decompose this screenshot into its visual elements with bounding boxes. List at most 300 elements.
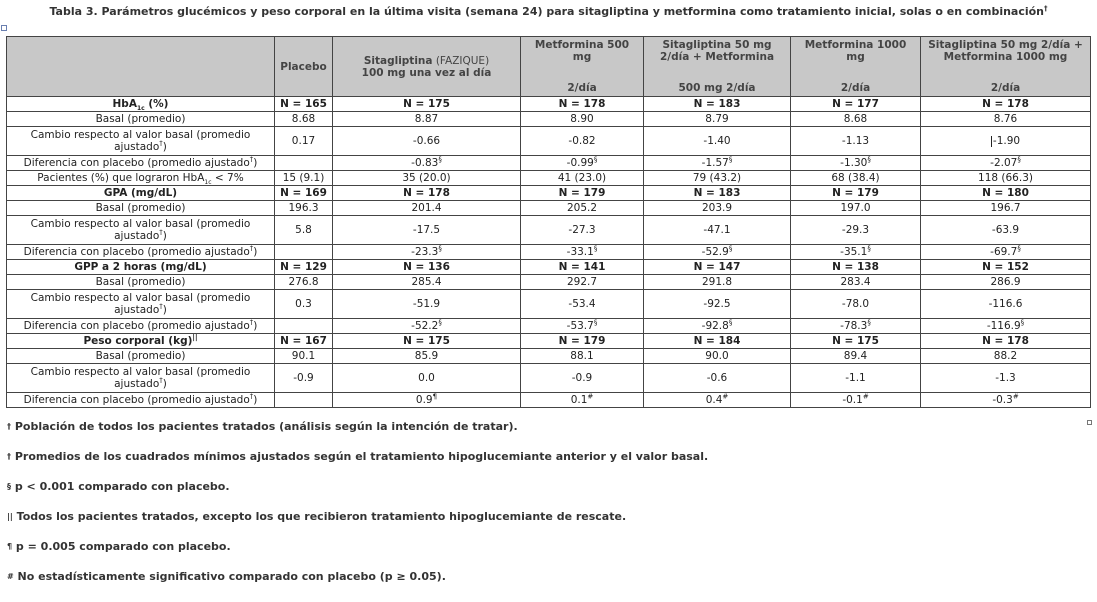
header-sita50-met500: Sitagliptina 50 mg 2/día + Metformina 500 mg 2/día	[644, 37, 791, 97]
cell-value: 285.4	[411, 276, 442, 288]
data-cell	[791, 319, 921, 334]
section-label-text: HbA	[112, 98, 137, 110]
footnote-symbol: ¶	[7, 542, 13, 551]
footnote-text: Todos los pacientes tratados, excepto los que recibieron tratamiento hipoglucemiante de rescate.	[12, 510, 627, 523]
significance-mark: §	[867, 244, 871, 253]
data-cell	[521, 275, 644, 290]
row-label	[7, 216, 275, 245]
n-count: N = 138	[832, 261, 879, 273]
footnote	[7, 570, 708, 600]
n-count: N = 183	[693, 187, 741, 199]
row-label	[7, 112, 275, 127]
row-label-tail: )	[162, 141, 167, 153]
section-header-row	[7, 334, 1091, 349]
row-label-tail: )	[253, 394, 258, 406]
table-body	[7, 97, 1091, 408]
data-cell	[333, 245, 521, 260]
n-count-cell	[791, 334, 921, 349]
row-label	[7, 201, 275, 216]
table-anchor-icon[interactable]	[1, 25, 7, 31]
data-cell	[333, 319, 521, 334]
table-row	[7, 201, 1091, 216]
cell-value: 0.3	[295, 298, 312, 310]
data-cell	[275, 349, 333, 364]
cell-value: -92.5	[703, 298, 731, 310]
data-cell	[333, 290, 521, 319]
data-cell	[644, 245, 791, 260]
table-row	[7, 393, 1091, 408]
cell-value: 88.2	[993, 350, 1018, 362]
data-cell	[791, 201, 921, 216]
section-header-row	[7, 97, 1091, 112]
n-count: N = 178	[982, 98, 1029, 110]
n-count: N = 180	[982, 187, 1029, 199]
cell-value: 0.1	[570, 394, 588, 406]
section-header-row	[7, 260, 1091, 275]
n-count: N = 178	[558, 98, 606, 110]
data-cell	[275, 364, 333, 393]
row-label-text: Pacientes (%) que lograron HbA	[37, 172, 205, 184]
footnotes	[7, 420, 708, 600]
cell-value: 41 (23.0)	[557, 172, 607, 184]
cell-value: -1.3	[995, 372, 1016, 384]
cell-value: -0.99	[566, 157, 594, 169]
header-metformina-1000: Metformina 1000 mg 2/día	[791, 37, 921, 97]
data-cell	[644, 112, 791, 127]
row-label-sup: †	[249, 155, 254, 164]
data-cell	[521, 245, 644, 260]
cell-value: -0.9	[293, 372, 314, 384]
row-label-text: Basal (promedio)	[95, 202, 186, 214]
significance-mark: #	[722, 392, 729, 401]
cell-value: 8.68	[843, 113, 868, 125]
n-count-cell	[521, 97, 644, 112]
cell-value: 0.9	[415, 394, 433, 406]
row-label	[7, 245, 275, 260]
data-cell	[921, 364, 1091, 393]
footnote-text: No estadísticamente significativo comparado con placebo (p ≥ 0.05).	[13, 570, 446, 583]
data-cell	[791, 364, 921, 393]
n-count: N = 175	[832, 335, 879, 347]
header-sita50-met1000: Sitagliptina 50 mg 2/día + Metformina 1000 mg 2/día	[921, 37, 1091, 97]
data-cell	[791, 349, 921, 364]
significance-mark: §	[867, 155, 871, 164]
data-cell	[644, 275, 791, 290]
data-cell	[644, 201, 791, 216]
table-row	[7, 127, 1091, 156]
data-cell	[521, 216, 644, 245]
data-cell	[521, 156, 644, 171]
row-label-sup: †	[249, 392, 254, 401]
n-count-cell	[791, 186, 921, 201]
significance-mark: §	[728, 244, 733, 253]
cell-value: 292.7	[566, 276, 598, 288]
section-label	[7, 260, 275, 275]
data-cell	[791, 290, 921, 319]
data-cell	[791, 393, 921, 408]
row-label-sup: †	[159, 228, 163, 237]
cell-value: -1.40	[703, 135, 731, 147]
n-count-cell	[791, 97, 921, 112]
section-label-sub: 1c	[136, 105, 145, 112]
significance-mark: §	[438, 318, 442, 327]
n-count: N = 178	[403, 187, 450, 199]
n-count-cell	[275, 97, 333, 112]
data-cell	[275, 201, 333, 216]
cell-value: 118 (66.3)	[978, 172, 1033, 184]
cell-value: 8.87	[414, 113, 439, 125]
row-label-sup: †	[159, 139, 163, 148]
cell-value: 35 (20.0)	[402, 172, 451, 184]
n-count-cell	[521, 260, 644, 275]
n-count-cell	[521, 334, 644, 349]
data-cell	[644, 349, 791, 364]
cell-value: 68 (38.4)	[831, 172, 880, 184]
data-cell	[921, 171, 1091, 186]
cell-value: 8.90	[570, 113, 594, 125]
resize-handle-icon[interactable]	[1087, 420, 1092, 425]
data-cell	[921, 319, 1091, 334]
significance-mark: §	[728, 318, 733, 327]
row-label-tail: )	[253, 320, 258, 332]
data-cell	[921, 245, 1091, 260]
data-cell	[921, 112, 1091, 127]
data-cell	[644, 319, 791, 334]
data-cell	[644, 171, 791, 186]
data-cell	[791, 171, 921, 186]
n-count: N = 129	[280, 261, 327, 273]
n-count: N = 179	[558, 335, 606, 347]
cell-value: 201.4	[411, 202, 442, 214]
footnote	[7, 480, 708, 510]
n-count: N = 178	[982, 335, 1029, 347]
row-label-tail: )	[253, 157, 258, 169]
cell-value: -29.3	[841, 224, 870, 236]
footnote-symbol: †	[7, 422, 11, 431]
row-label-sub: 1c	[204, 179, 212, 186]
cell-value: 0.17	[291, 135, 316, 147]
n-count-cell	[644, 186, 791, 201]
cell-value: -0.82	[568, 135, 596, 147]
cell-value: -116.9	[986, 320, 1021, 332]
data-cell	[521, 364, 644, 393]
n-count-cell	[791, 260, 921, 275]
row-label-text: Basal (promedio)	[95, 113, 186, 125]
data-cell	[644, 156, 791, 171]
data-cell	[275, 216, 333, 245]
cell-value: -1.13	[841, 135, 870, 147]
row-label-text: Diferencia con placebo (promedio ajustado	[23, 246, 250, 258]
section-label-text: GPA (mg/dL)	[103, 187, 178, 199]
cell-value: -53.7	[566, 320, 594, 332]
cell-value: -1.57	[701, 157, 729, 169]
n-count: N = 175	[403, 98, 450, 110]
cell-value: -63.9	[991, 224, 1020, 236]
data-cell	[521, 171, 644, 186]
data-cell	[275, 127, 333, 156]
cell-value: -52.2	[411, 320, 439, 332]
footnote-symbol: ||	[7, 512, 13, 521]
section-label-text: Peso corporal (kg)	[83, 335, 193, 347]
significance-mark: §	[1017, 155, 1021, 164]
cell-value: 85.9	[414, 350, 439, 362]
row-label-text: Basal (promedio)	[95, 276, 186, 288]
cell-value: -0.9	[571, 372, 593, 384]
footnote-text: p < 0.001 comparado con placebo.	[11, 480, 230, 493]
n-count-cell	[644, 334, 791, 349]
n-count: N = 177	[832, 98, 879, 110]
footnote-symbol: #	[7, 572, 14, 581]
significance-mark: §	[593, 155, 598, 164]
row-label-sup: †	[249, 318, 254, 327]
data-cell	[275, 319, 333, 334]
data-cell	[275, 156, 333, 171]
cell-value: 89.4	[843, 350, 868, 362]
cell-value: 8.79	[705, 113, 729, 125]
row-label	[7, 156, 275, 171]
data-cell	[275, 245, 333, 260]
data-cell	[791, 275, 921, 290]
data-cell	[275, 393, 333, 408]
footnote-text: Población de todos los pacientes tratados (análisis según la intención de tratar).	[11, 420, 518, 433]
row-label	[7, 393, 275, 408]
row-label-tail: )	[162, 304, 167, 316]
section-label	[7, 334, 275, 349]
significance-mark: §	[728, 155, 733, 164]
row-label	[7, 275, 275, 290]
cell-value: -1.30	[840, 157, 868, 169]
data-cell	[521, 112, 644, 127]
table-row	[7, 245, 1091, 260]
table-row	[7, 364, 1091, 393]
n-count-cell	[921, 186, 1091, 201]
data-cell	[791, 127, 921, 156]
n-count-cell	[275, 186, 333, 201]
footnote	[7, 420, 708, 450]
data-cell	[791, 156, 921, 171]
data-cell	[333, 201, 521, 216]
cell-value: 8.68	[291, 113, 316, 125]
data-cell	[333, 171, 521, 186]
glycemic-parameters-table	[6, 36, 1091, 408]
table-title: Tabla 3. Parámetros glucémicos y peso corporal en la última visita (semana 24) para sitagliptina y metformina como tratamiento inicial, solas o en combinación†	[49, 4, 1048, 18]
row-label-text: Cambio respecto al valor basal (promedio ajustado	[30, 218, 251, 242]
data-cell	[791, 112, 921, 127]
significance-mark: §	[1017, 244, 1021, 253]
data-cell	[921, 290, 1091, 319]
data-cell	[644, 290, 791, 319]
cell-value: -35.1	[840, 246, 868, 258]
cell-value: -27.3	[568, 224, 596, 236]
footnote	[7, 450, 708, 480]
data-cell	[921, 275, 1091, 290]
row-label-text: Cambio respecto al valor basal (promedio ajustado	[30, 366, 251, 390]
data-cell	[921, 349, 1091, 364]
cell-value: 197.0	[840, 202, 871, 214]
significance-mark: §	[438, 155, 442, 164]
significance-mark: #	[587, 392, 594, 401]
cell-value: 0.0	[418, 372, 435, 384]
data-cell	[521, 127, 644, 156]
cell-value: 90.0	[705, 350, 729, 362]
cell-value: -52.9	[701, 246, 729, 258]
significance-mark: ¶	[432, 392, 438, 401]
significance-mark: §	[1020, 318, 1025, 327]
table-row	[7, 156, 1091, 171]
data-cell	[275, 275, 333, 290]
table-row	[7, 349, 1091, 364]
row-label	[7, 127, 275, 156]
row-label-sup: †	[159, 376, 163, 385]
row-label-text: Diferencia con placebo (promedio ajustado	[23, 157, 250, 169]
n-count-cell	[275, 260, 333, 275]
row-label-tail: )	[162, 378, 167, 390]
section-label-text: GPP a 2 horas (mg/dL)	[74, 261, 207, 273]
row-label-tail: )	[162, 230, 167, 242]
row-label	[7, 319, 275, 334]
cell-value: 205.2	[566, 202, 598, 214]
data-cell	[791, 216, 921, 245]
header-parameter	[7, 37, 275, 97]
cell-value: -47.1	[703, 224, 731, 236]
n-count: N = 165	[280, 98, 327, 110]
table-row	[7, 319, 1091, 334]
data-cell	[921, 393, 1091, 408]
footnote-text: Promedios de los cuadrados mínimos ajustados según el tratamiento hipoglucemiante anterior y el valor basal.	[11, 450, 709, 463]
footnote	[7, 540, 708, 570]
significance-mark: §	[593, 318, 598, 327]
n-count-cell	[921, 334, 1091, 349]
data-cell	[521, 290, 644, 319]
data-cell	[333, 112, 521, 127]
row-label	[7, 349, 275, 364]
cell-value: -0.66	[412, 135, 441, 147]
cell-value: -17.5	[412, 224, 441, 236]
section-label-sup: ||	[192, 333, 198, 342]
cell-value: -23.3	[411, 246, 439, 258]
data-cell	[333, 216, 521, 245]
significance-mark: #	[1012, 392, 1019, 401]
data-cell	[644, 364, 791, 393]
footnote	[7, 510, 708, 540]
data-cell	[521, 319, 644, 334]
cell-value: -78.3	[840, 320, 868, 332]
data-cell	[644, 393, 791, 408]
significance-mark: §	[438, 244, 442, 253]
cell-value: -0.1	[842, 394, 863, 406]
header-placebo: Placebo	[275, 37, 333, 97]
footnote-text: p = 0.005 comparado con placebo.	[12, 540, 231, 553]
cell-value: -51.9	[412, 298, 441, 310]
cell-value: -1.90	[992, 135, 1021, 147]
data-cell[interactable]	[921, 127, 1091, 156]
footnote-symbol: †	[7, 452, 11, 461]
cell-value: -0.6	[706, 372, 728, 384]
n-count-cell	[333, 334, 521, 349]
data-cell	[644, 216, 791, 245]
data-cell	[333, 275, 521, 290]
n-count: N = 183	[693, 98, 741, 110]
row-label-text: Basal (promedio)	[95, 350, 186, 362]
cell-value: 196.3	[288, 202, 319, 214]
n-count: N = 147	[693, 261, 741, 273]
cell-value: 79 (43.2)	[692, 172, 742, 184]
cell-value: 8.76	[993, 113, 1018, 125]
row-label-text: Cambio respecto al valor basal (promedio ajustado	[30, 292, 251, 316]
row-label-sup: †	[159, 302, 163, 311]
row-label-text: Diferencia con placebo (promedio ajustado	[23, 320, 250, 332]
table-row	[7, 171, 1091, 186]
cell-value: 203.9	[701, 202, 733, 214]
cell-value: 283.4	[840, 276, 871, 288]
data-cell	[333, 349, 521, 364]
table-header-row	[7, 37, 1091, 97]
cell-value: -92.8	[701, 320, 729, 332]
section-header-row	[7, 186, 1091, 201]
n-count: N = 169	[280, 187, 327, 199]
row-label	[7, 364, 275, 393]
text-cursor	[991, 136, 992, 147]
n-count: N = 141	[558, 261, 606, 273]
n-count-cell	[333, 260, 521, 275]
cell-value: -1.1	[845, 372, 866, 384]
data-cell	[333, 127, 521, 156]
cell-value: 90.1	[291, 350, 316, 362]
n-count-cell	[333, 186, 521, 201]
data-cell	[333, 393, 521, 408]
data-cell	[921, 156, 1091, 171]
row-label-tail: )	[253, 246, 258, 258]
cell-value: 5.8	[295, 224, 312, 236]
header-metformina-500: Metformina 500 mg 2/día	[521, 37, 644, 97]
n-count-cell	[333, 97, 521, 112]
footnote-symbol: §	[7, 482, 11, 491]
row-label-tail: < 7%	[211, 172, 244, 184]
cell-value: 276.8	[288, 276, 319, 288]
row-label-sup: †	[249, 244, 254, 253]
n-count: N = 152	[982, 261, 1029, 273]
section-label	[7, 186, 275, 201]
n-count: N = 175	[403, 335, 450, 347]
cell-value: 0.4	[705, 394, 723, 406]
significance-mark: §	[867, 318, 871, 327]
cell-value: -2.07	[990, 157, 1018, 169]
cell-value: 88.1	[570, 350, 594, 362]
cell-value: -0.83	[411, 157, 439, 169]
cell-value: -33.1	[566, 246, 594, 258]
n-count-cell	[521, 186, 644, 201]
n-count: N = 179	[832, 187, 879, 199]
cell-value: -69.7	[990, 246, 1018, 258]
cell-value: -53.4	[568, 298, 596, 310]
n-count: N = 167	[280, 335, 327, 347]
cell-value: -78.0	[841, 298, 870, 310]
cell-value: 286.9	[990, 276, 1021, 288]
cell-value: 15 (9.1)	[282, 172, 325, 184]
data-cell	[521, 393, 644, 408]
data-cell	[921, 201, 1091, 216]
data-cell	[275, 171, 333, 186]
data-cell	[521, 201, 644, 216]
header-sitagliptina-100: Sitagliptina (FAZIQUE) 100 mg una vez al día	[333, 37, 521, 97]
table-row	[7, 290, 1091, 319]
table-row	[7, 216, 1091, 245]
data-cell	[333, 156, 521, 171]
section-label-tail: (%)	[144, 98, 169, 110]
data-cell	[275, 112, 333, 127]
row-label-text: Cambio respecto al valor basal (promedio ajustado	[30, 129, 251, 153]
n-count-cell	[921, 97, 1091, 112]
